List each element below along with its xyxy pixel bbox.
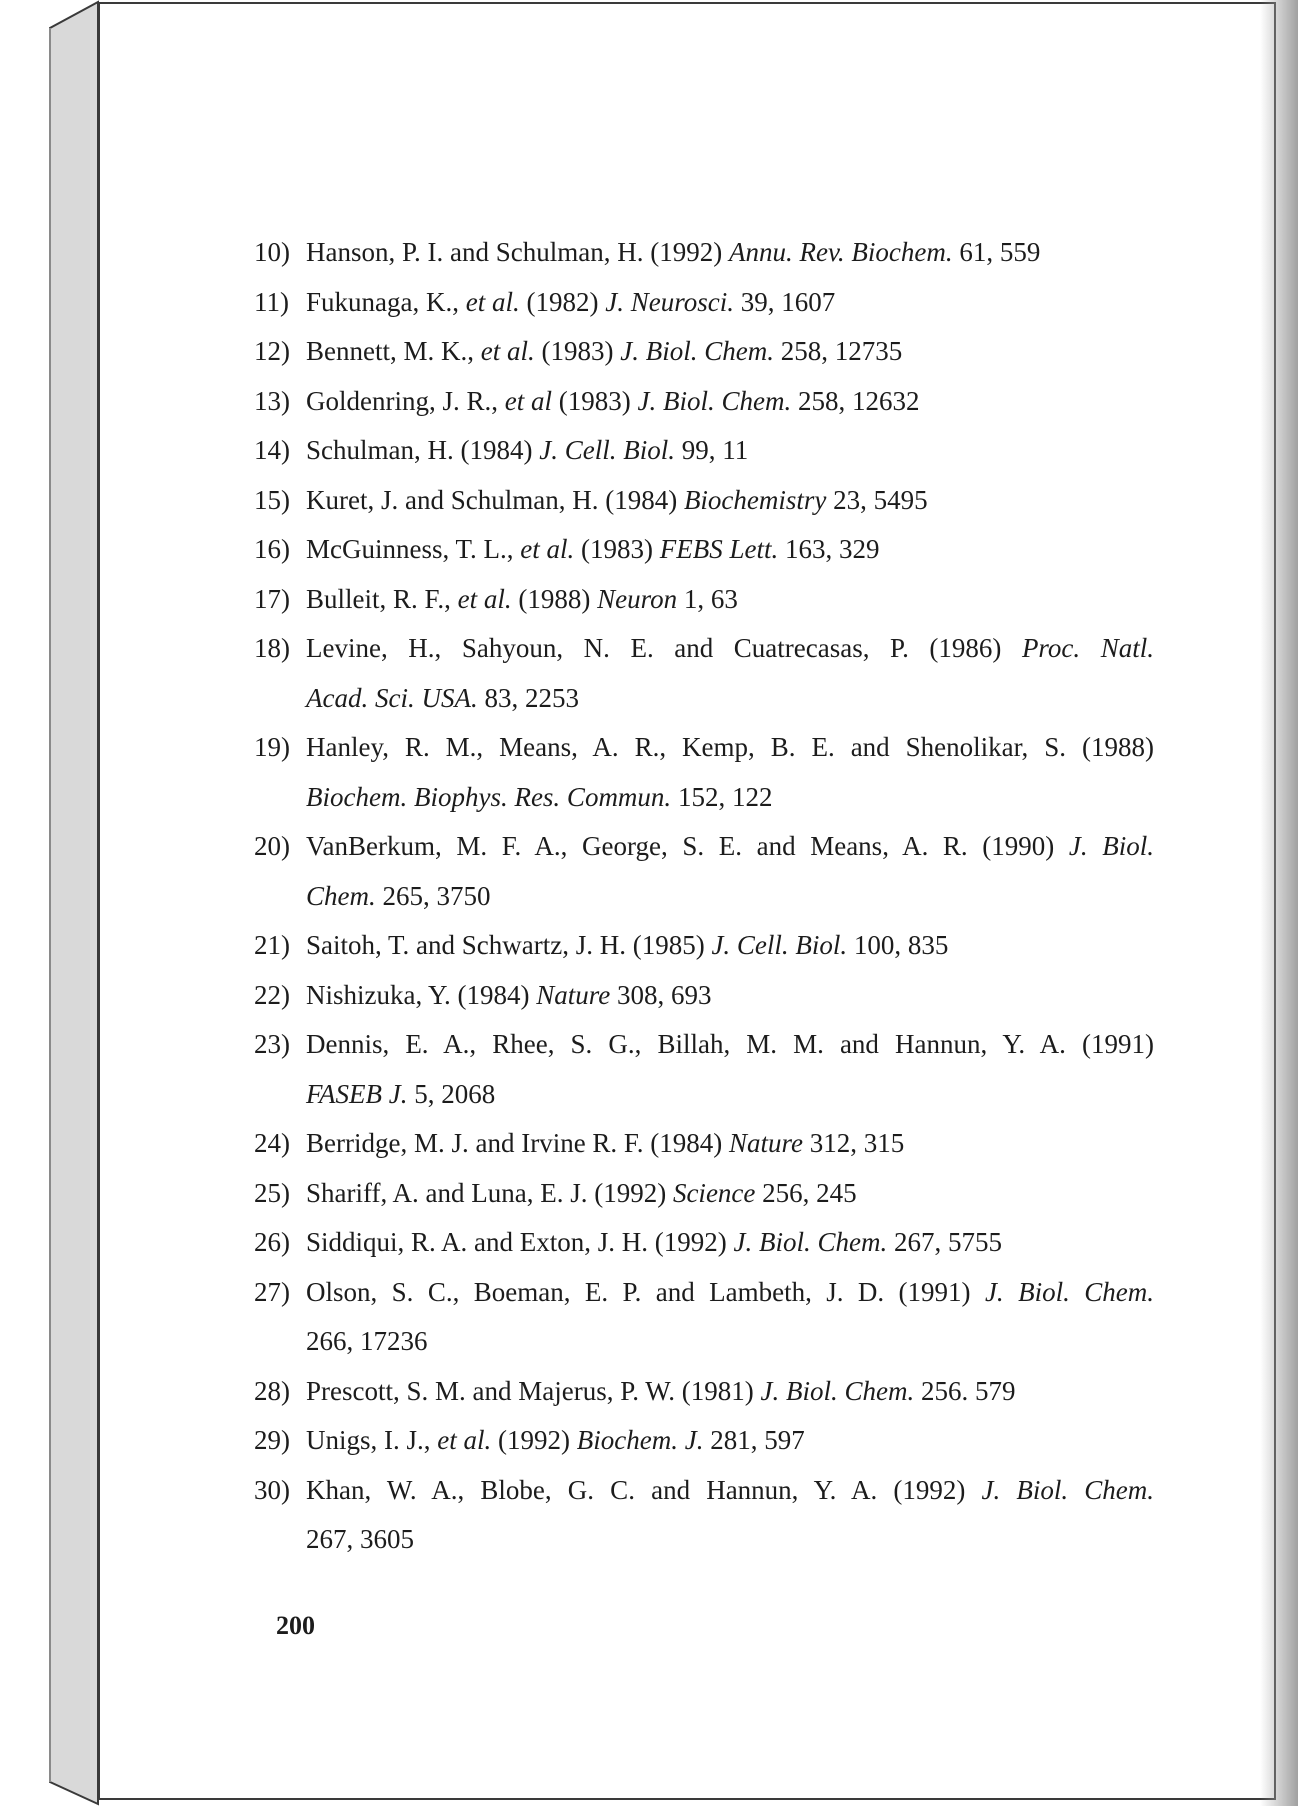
reference-authors: Prescott, S. M. and Majerus, P. W. (1981) [306, 1375, 761, 1406]
reference-authors: Khan, W. A., Blobe, G. C. and Hannun, Y. A. (1992) [306, 1474, 982, 1505]
reference-journal: et al. [465, 286, 520, 317]
reference-journal: et al. [457, 583, 512, 614]
reference-authors: Bulleit, R. F., [306, 583, 458, 614]
reference-journal: J. Biol. Chem. [984, 1276, 1154, 1307]
page-number: 200 [276, 1611, 315, 1640]
reference-authors: Levine, H., Sahyoun, N. E. and Cuatrecasas, P. (1986) [306, 633, 1022, 663]
reference-journal: Nature [536, 979, 611, 1010]
reference-journal: et al. [520, 534, 575, 564]
reference-details: 23, 5495 [826, 484, 928, 515]
reference-details: (1983) [574, 534, 660, 564]
reference-journal: Biochem. J. [576, 1425, 704, 1455]
reference-item [254, 1169, 1154, 1219]
reference-journal: Nature [729, 1128, 804, 1158]
reference-details: (1992) [491, 1425, 577, 1455]
reference-journal: et al. [480, 336, 535, 366]
reference-journal: Annu. Rev. Biochem. [728, 237, 953, 267]
reference-details: 267, 3605 [306, 1524, 414, 1554]
reference-authors: Kuret, J. and Schulman, H. (1984) [306, 484, 684, 515]
reference-authors: Saitoh, T. and Schwartz, J. H. (1985) [306, 930, 712, 960]
reference-number: 22) [254, 979, 290, 1010]
reference-journal: J. Cell. Biol. [711, 930, 848, 960]
reference-authors: Bennett, M. K., [306, 336, 481, 366]
reference-details: (1983) [552, 385, 638, 416]
reference-item [254, 1020, 1154, 1119]
reference-authors: Dennis, E. A., Rhee, S. G., Billah, M. M. and Hannun, Y. A. (1991) [306, 1029, 1154, 1059]
reference-authors: Hanley, R. M., Means, A. R., Kemp, B. E. and Shenolikar, S. (1988) [306, 732, 1154, 762]
reference-number: 21) [254, 930, 290, 960]
reference-authors: McGuinness, T. L., [306, 534, 521, 564]
reference-authors: Olson, S. C., Boeman, E. P. and Lambeth, J. D. (1991) [306, 1276, 985, 1307]
reference-authors: Nishizuka, Y. (1984) [306, 979, 537, 1010]
reference-details: 256, 245 [755, 1177, 857, 1208]
reference-number: 20) [254, 831, 290, 861]
reference-journal: J. Biol. Chem. [620, 336, 774, 366]
reference-item [254, 723, 1154, 822]
reference-details: 266, 17236 [306, 1326, 428, 1356]
reference-details: 281, 597 [703, 1425, 805, 1455]
reference-authors: Shariff, A. and Luna, E. J. (1992) [306, 1177, 673, 1208]
reference-continuation [306, 773, 1154, 823]
reference-number: 10) [254, 237, 290, 267]
reference-journal: FASEB J. [306, 1078, 408, 1109]
reference-item [254, 1119, 1154, 1169]
reference-item [254, 525, 1154, 575]
reference-number: 23) [254, 1029, 290, 1059]
reference-journal: Neuron [597, 583, 678, 614]
reference-authors: Schulman, H. (1984) [306, 435, 540, 465]
reference-number: 28) [254, 1375, 290, 1406]
reference-details: 61, 559 [952, 237, 1041, 267]
reference-number: 26) [254, 1227, 290, 1257]
reference-details: 163, 329 [778, 534, 880, 564]
reference-journal: Proc. Natl. [1021, 633, 1154, 663]
reference-journal: J. Biol. Chem. [760, 1375, 915, 1406]
reference-details: 5, 2068 [407, 1078, 496, 1109]
reference-number: 11) [254, 286, 289, 317]
reference-number: 14) [254, 435, 290, 465]
reference-details: 100, 835 [847, 930, 949, 960]
reference-journal: Acad. Sci. USA. [306, 682, 478, 713]
reference-number: 25) [254, 1177, 290, 1208]
reference-item [254, 1268, 1154, 1367]
reference-authors: Hanson, P. I. and Schulman, H. (1992) [306, 237, 729, 267]
reference-journal: FEBS Lett. [659, 534, 779, 564]
reference-journal: et al [504, 385, 552, 416]
reference-journal: J. Cell. Biol. [539, 435, 675, 465]
reference-details: 308, 693 [610, 979, 712, 1010]
reference-continuation [306, 674, 1154, 724]
reference-number: 30) [254, 1474, 290, 1505]
reference-item [254, 278, 1154, 328]
reference-item [254, 1367, 1154, 1417]
reference-authors: Unigs, I. J., [306, 1425, 438, 1455]
reference-number: 24) [254, 1128, 290, 1158]
reference-item [254, 377, 1154, 427]
reference-item [254, 624, 1154, 723]
reference-journal: et al. [437, 1425, 492, 1455]
reference-details: (1982) [519, 286, 606, 317]
reference-item [254, 1218, 1154, 1268]
reference-details: (1988) [511, 583, 598, 614]
reference-details: 312, 315 [803, 1128, 905, 1158]
reference-details: 83, 2253 [477, 682, 579, 713]
reference-number: 13) [254, 385, 290, 416]
reference-authors: Goldenring, J. R., [306, 385, 505, 416]
reference-journal: Science [672, 1177, 756, 1208]
reference-number: 15) [254, 484, 290, 515]
reference-number: 16) [254, 534, 290, 564]
reference-journal: J. Biol. [1068, 831, 1154, 861]
reference-number: 17) [254, 583, 290, 614]
reference-journal: J. Biol. Chem. [637, 385, 792, 416]
reference-details: 152, 122 [671, 781, 773, 812]
reference-item [254, 327, 1154, 377]
reference-list [254, 228, 1154, 1565]
reference-item [254, 575, 1154, 625]
reference-number: 18) [254, 633, 290, 663]
reference-journal: J. Neurosci. [605, 286, 734, 317]
reference-item [254, 1416, 1154, 1466]
reference-number: 27) [254, 1276, 290, 1307]
book-spine [0, 0, 110, 1806]
reference-authors: Fukunaga, K., [306, 286, 466, 317]
reference-item [254, 1466, 1154, 1565]
reference-continuation [306, 1070, 1154, 1120]
page-edge-shadow [1260, 0, 1298, 1806]
reference-item [254, 822, 1154, 921]
reference-details: (1983) [534, 336, 621, 366]
reference-continuation [306, 1317, 1154, 1367]
reference-journal: Biochemistry [683, 484, 827, 515]
reference-authors: VanBerkum, M. F. A., George, S. E. and Means, A. R. (1990) [306, 831, 1069, 861]
reference-details: 99, 11 [674, 435, 749, 465]
reference-authors: Siddiqui, R. A. and Exton, J. H. (1992) [306, 1227, 734, 1257]
reference-number: 12) [254, 336, 290, 366]
reference-journal: J. Biol. Chem. [981, 1474, 1154, 1505]
reference-details: 258, 12735 [773, 336, 903, 366]
reference-item [254, 921, 1154, 971]
reference-details: 258, 12632 [791, 385, 920, 416]
reference-item [254, 228, 1154, 278]
reference-details: 267, 5755 [887, 1227, 1002, 1257]
reference-details: 39, 1607 [733, 286, 836, 317]
reference-details: 1, 63 [677, 583, 738, 614]
reference-continuation [306, 1515, 1154, 1565]
reference-details: 265, 3750 [375, 880, 491, 911]
reference-item [254, 476, 1154, 526]
reference-authors: Berridge, M. J. and Irvine R. F. (1984) [306, 1128, 730, 1158]
reference-details: 256. 579 [914, 1375, 1016, 1406]
reference-item [254, 426, 1154, 476]
reference-journal: Biochem. Biophys. Res. Commun. [306, 781, 672, 812]
reference-number: 29) [254, 1425, 290, 1455]
reference-number: 19) [254, 732, 290, 762]
reference-continuation [306, 872, 1154, 922]
reference-journal: Chem. [306, 880, 376, 911]
reference-item [254, 971, 1154, 1021]
reference-journal: J. Biol. Chem. [733, 1227, 888, 1257]
